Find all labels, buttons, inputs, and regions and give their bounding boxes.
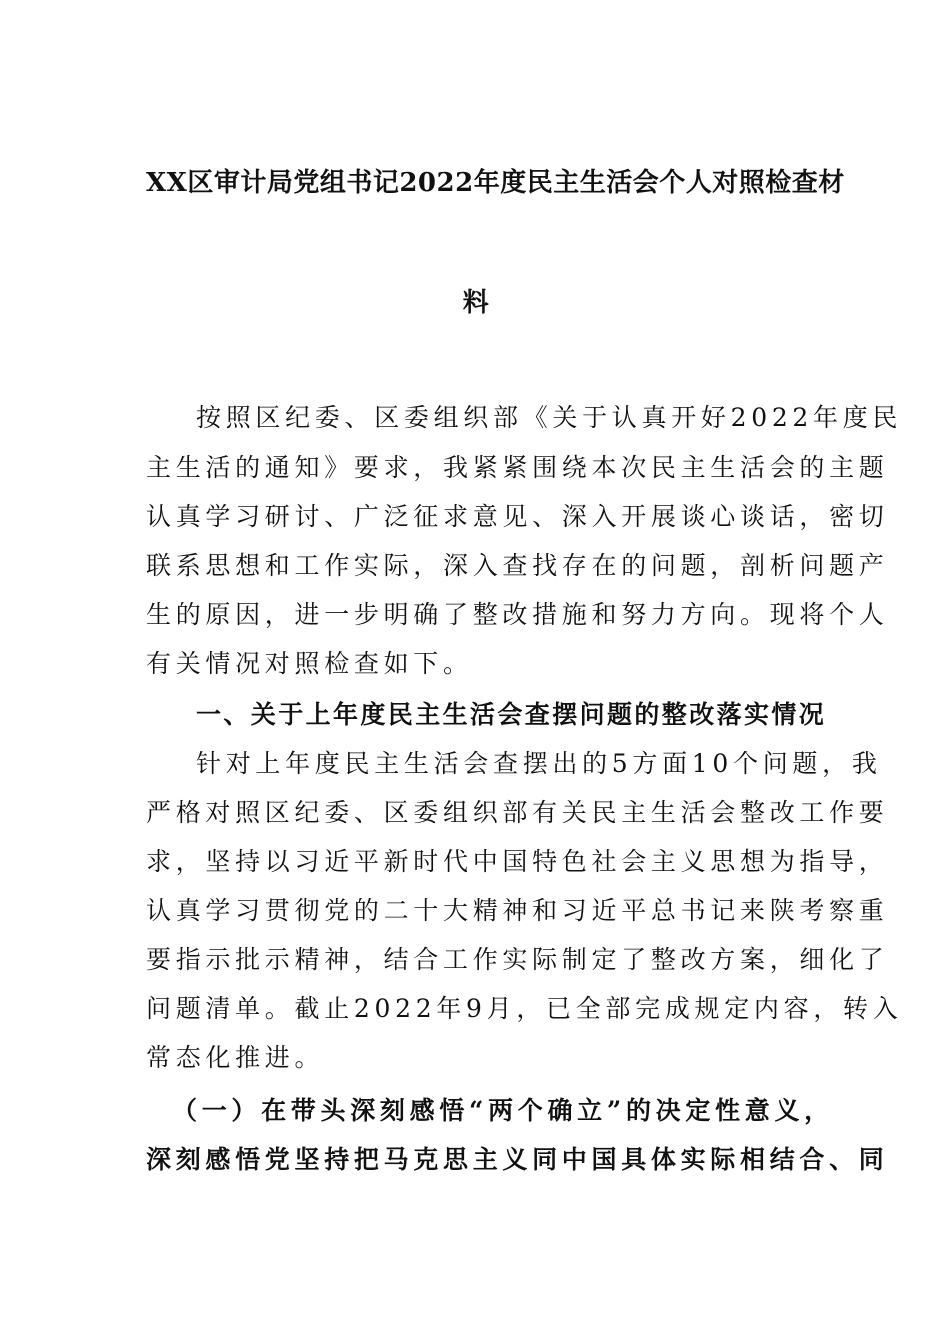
paragraph-2-line-2: 严格对照区纪委、区委组织部有关民主生活会整改工作要 — [146, 798, 889, 827]
paragraph-2-line-7: 常态化推进。 — [146, 1043, 325, 1072]
document-title-line-2: 料 — [462, 288, 490, 318]
subheading-1-line-2: 深刻感悟党坚持把马克思主义同中国具体实际相结合、同 — [146, 1145, 889, 1174]
paragraph-1-line-6: 有关情况对照检查如下。 — [146, 649, 473, 678]
section-heading-1: 一、关于上年度民主生活会查摆问题的整改落实情况 — [196, 700, 827, 729]
paragraph-1-line-1: 按照区纪委、区委组织部《关于认真开好2022年度民 — [196, 403, 903, 432]
paragraph-1-line-4: 联系思想和工作实际，深入查找存在的问题，剖析问题产 — [146, 551, 889, 580]
document-title-line-1: XX区审计局党组书记2022年度民主生活会个人对照检查材 — [146, 168, 845, 198]
paragraph-2-line-6: 问题清单。截止2022年9月，已全部完成规定内容，转入 — [146, 994, 903, 1023]
paragraph-1-line-3: 认真学习研讨、广泛征求意见、深入开展谈心谈话，密切 — [146, 502, 889, 531]
paragraph-2-line-5: 要指示批示精神，结合工作实际制定了整改方案，细化了 — [146, 945, 889, 974]
paragraph-2-line-3: 求，坚持以习近平新时代中国特色社会主义思想为指导， — [146, 847, 889, 876]
paragraph-2-line-4: 认真学习贯彻党的二十大精神和习近平总书记来陕考察重 — [146, 896, 889, 925]
paragraph-1-line-5: 生的原因，进一步明确了整改措施和努力方向。现将个人 — [146, 600, 889, 629]
paragraph-2-line-1: 针对上年度民主生活会查摆出的5方面10个问题，我 — [196, 749, 882, 778]
subheading-1-line-1: （一）在带头深刻感悟“两个确立”的决定性意义， — [172, 1096, 834, 1125]
paragraph-1-line-2: 主生活的通知》要求，我紧紧围绕本次民主生活会的主题 — [146, 453, 889, 482]
